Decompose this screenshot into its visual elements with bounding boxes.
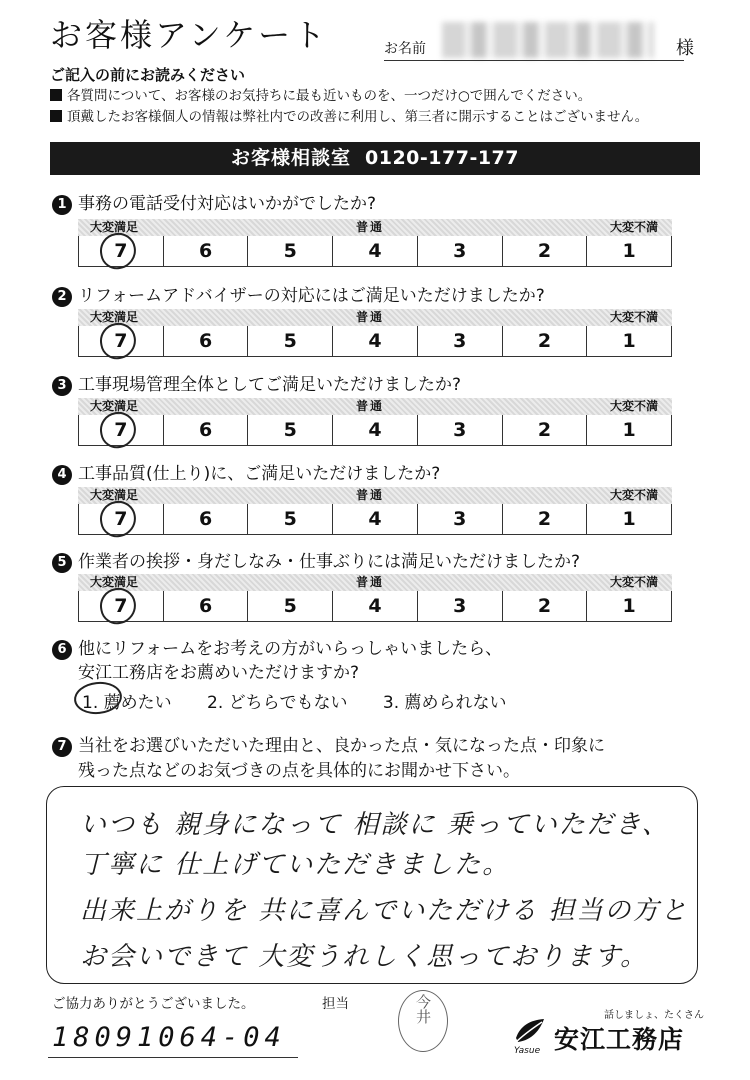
support-banner: [50, 142, 700, 175]
scale-cells: [78, 326, 672, 357]
question-6-line2: 安江工務店をお薦めいただけますか?: [78, 663, 360, 683]
rating-option[interactable]: 5: [248, 415, 333, 445]
rating-scale-5: [78, 574, 672, 622]
name-redacted: [442, 22, 654, 58]
question-text: 工事現場管理全体としてご満足いただけましたか?: [78, 375, 462, 395]
scale-left-label: 大変満足: [90, 310, 139, 324]
rating-option[interactable]: 7: [79, 591, 164, 621]
rating-option[interactable]: 4: [333, 591, 418, 621]
survey-code-underline: [48, 1057, 298, 1058]
company-tagline: 話しましょ、たくさん: [604, 1010, 704, 1021]
company-name: 安江工務店: [554, 1025, 685, 1054]
scale-center-label: 普通: [356, 575, 385, 589]
rating-scale-1: [78, 219, 672, 267]
scale-left-label: 大変満足: [90, 575, 139, 589]
rating-option[interactable]: 1: [587, 326, 672, 356]
scale-left-label: 大変満足: [90, 399, 139, 413]
rating-option[interactable]: 4: [333, 326, 418, 356]
rating-option[interactable]: 6: [164, 415, 249, 445]
scale-right-label: 大変不満: [609, 220, 658, 234]
rating-scale-2: [78, 309, 672, 357]
handwritten-comment-line: お会いできて 大変うれしく思っております。: [80, 942, 649, 972]
question-number-7: 7: [52, 737, 72, 757]
rating-option[interactable]: 3: [418, 591, 503, 621]
rating-option[interactable]: 2: [503, 415, 588, 445]
handwritten-comment-line: 出来上がりを 共に喜んでいただける 担当の方と: [80, 896, 689, 926]
question-text: 作業者の挨拶・身だしなみ・仕事ぶりには満足いただけましたか?: [78, 552, 581, 572]
recommend-options: [82, 688, 537, 713]
rating-option[interactable]: 5: [248, 504, 333, 534]
thanks-text: ご協力ありがとうございました。: [52, 996, 255, 1012]
scale-cells: [78, 591, 672, 622]
rating-option[interactable]: 5: [248, 326, 333, 356]
question-4: [52, 459, 440, 485]
rating-option[interactable]: 4: [333, 415, 418, 445]
name-label: お名前: [384, 41, 426, 57]
rating-option[interactable]: 6: [164, 504, 249, 534]
rating-option[interactable]: 7: [79, 236, 164, 266]
handwritten-comment-line: いつも 親身になって 相談に 乗っていただき、: [80, 810, 670, 840]
rating-option[interactable]: 6: [164, 591, 249, 621]
rating-option[interactable]: 4: [333, 504, 418, 534]
scale-right-label: 大変不満: [609, 399, 658, 413]
handwritten-comment-line: 丁寧に 仕上げていただきました。: [80, 850, 511, 880]
name-underline: [384, 60, 684, 61]
question-1: [52, 189, 376, 215]
rating-scale-3: [78, 398, 672, 446]
question-number-1: 1: [52, 195, 72, 215]
option-neutral[interactable]: 2. どちらでもない: [207, 693, 348, 713]
option-not-recommend[interactable]: 3. 薦められない: [382, 693, 507, 713]
question-number-5: 5: [52, 553, 72, 573]
survey-code: 18091064-04: [52, 1022, 286, 1053]
rating-option[interactable]: 1: [587, 504, 672, 534]
square-bullet-icon: [50, 89, 62, 101]
rating-option[interactable]: 3: [418, 504, 503, 534]
banner-label: お客様相談室: [231, 147, 352, 169]
question-text: 工事品質(仕上り)に、ご満足いただけましたか?: [78, 464, 441, 484]
rating-option[interactable]: 4: [333, 236, 418, 266]
question-text: 事務の電話受付対応はいかがでしたか?: [78, 194, 377, 214]
question-6: [52, 634, 502, 660]
question-text: リフォームアドバイザーの対応にはご満足いただけましたか?: [78, 286, 545, 306]
question-7: [52, 731, 605, 757]
rating-option[interactable]: 3: [418, 236, 503, 266]
scale-right-label: 大変不満: [609, 310, 658, 324]
rating-scale-4: [78, 487, 672, 535]
scale-right-label: 大変不満: [609, 488, 658, 502]
rating-option[interactable]: 5: [248, 591, 333, 621]
question-text: 当社をお選びいただいた理由と、良かった点・気になった点・印象に: [78, 736, 605, 756]
scale-center-label: 普通: [356, 310, 385, 324]
scale-center-label: 普通: [356, 488, 385, 502]
scale-cells: [78, 415, 672, 446]
logo-subtext: Yasue: [514, 1046, 541, 1056]
scale-right-label: 大変不満: [609, 575, 658, 589]
question-number-3: 3: [52, 376, 72, 396]
question-7-line2: 残った点などのお気づきの点を具体的にお聞かせ下さい。: [78, 761, 520, 781]
note-item: 頂戴したお客様個人の情報は弊社内での改善に利用し、第三者に開示することはございません。: [50, 107, 648, 128]
rating-option[interactable]: 6: [164, 236, 249, 266]
rating-option[interactable]: 2: [503, 236, 588, 266]
rating-option[interactable]: 2: [503, 326, 588, 356]
square-bullet-icon: [50, 110, 62, 122]
rating-option[interactable]: 1: [587, 236, 672, 266]
stamp-text: 今井: [414, 994, 432, 1024]
scale-center-label: 普通: [356, 220, 385, 234]
instructions-notes: [50, 86, 648, 128]
name-suffix: 様: [676, 38, 694, 59]
rating-option[interactable]: 1: [587, 415, 672, 445]
rating-option[interactable]: 7: [79, 326, 164, 356]
rating-option[interactable]: 6: [164, 326, 249, 356]
banner-phone: 0120-177-177: [365, 147, 519, 169]
scale-center-label: 普通: [356, 399, 385, 413]
question-number-6: 6: [52, 640, 72, 660]
question-number-2: 2: [52, 287, 72, 307]
rating-option[interactable]: 2: [503, 504, 588, 534]
rating-option[interactable]: 3: [418, 326, 503, 356]
question-text: 他にリフォームをお考えの方がいらっしゃいましたら、: [78, 639, 503, 659]
rating-option[interactable]: 3: [418, 415, 503, 445]
rating-option[interactable]: 7: [79, 415, 164, 445]
staff-seal-stamp: [398, 990, 448, 1052]
question-2: [52, 281, 545, 307]
rating-option[interactable]: 7: [79, 504, 164, 534]
question-3: [52, 370, 461, 396]
question-number-4: 4: [52, 465, 72, 485]
staff-label: 担当: [322, 996, 349, 1012]
instructions-heading: ご記入の前にお読みください: [50, 66, 246, 84]
scale-left-label: 大変満足: [90, 220, 139, 234]
page-title: お客様アンケート: [50, 16, 329, 54]
rating-option[interactable]: 2: [503, 591, 588, 621]
note-item: 各質問について、お客様のお気持ちに最も近いものを、一つだけ○で囲んでください。: [50, 86, 648, 107]
scale-left-label: 大変満足: [90, 488, 139, 502]
rating-option[interactable]: 1: [587, 591, 672, 621]
leaf-logo-icon: [512, 1016, 548, 1046]
scale-cells: [78, 504, 672, 535]
question-5: [52, 547, 580, 573]
rating-option[interactable]: 5: [248, 236, 333, 266]
scale-cells: [78, 236, 672, 267]
option-recommend[interactable]: 1. 薦めたい: [82, 693, 172, 713]
